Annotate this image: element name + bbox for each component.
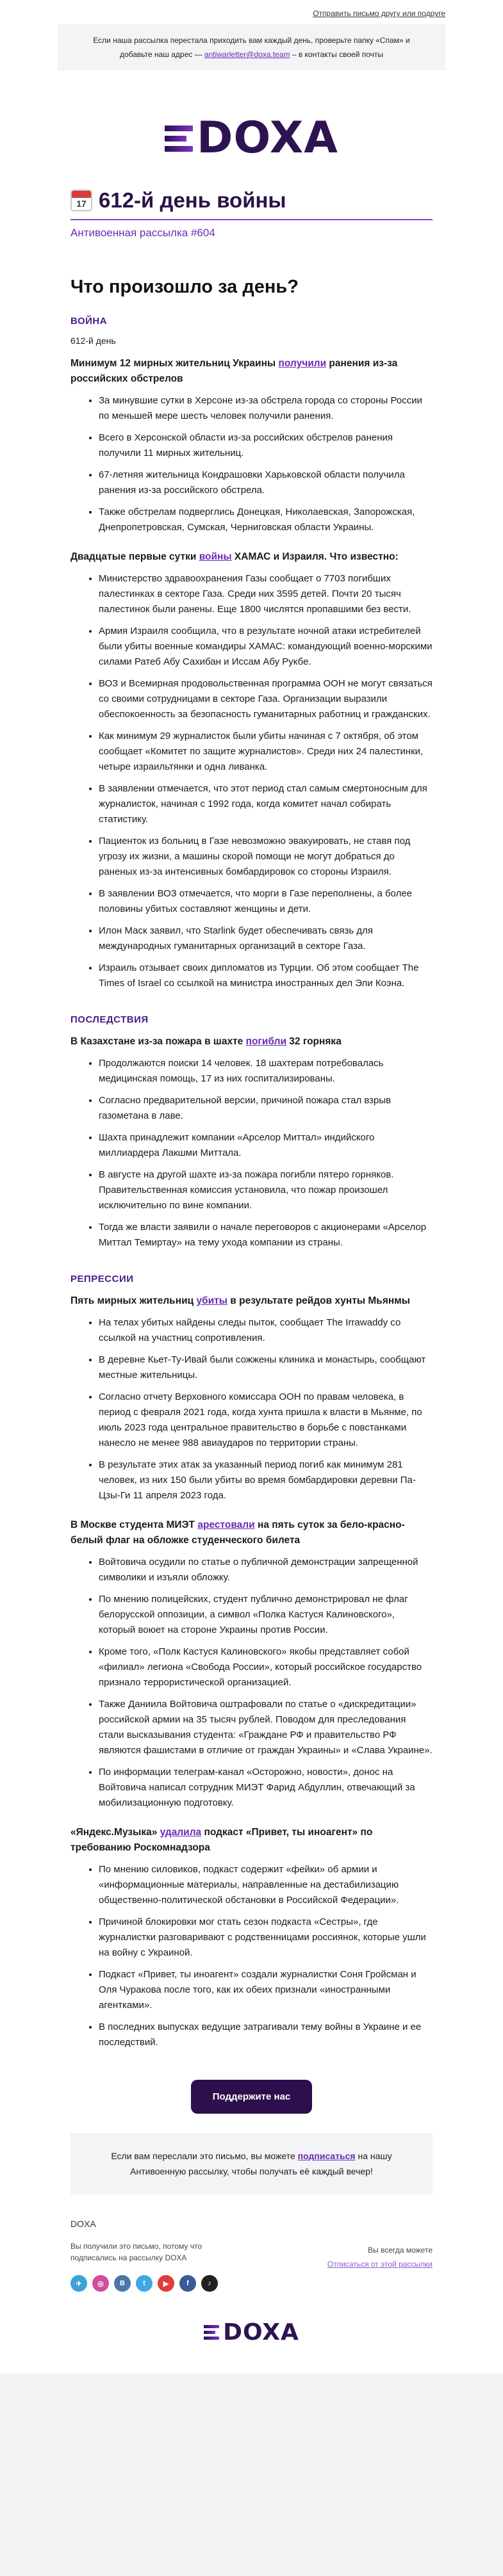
footer-right [327,2243,433,2271]
headline-text: ранения из-за российских обстрелов [70,358,398,384]
news-sections [70,316,433,2050]
list-item: • Всего в Херсонской области из-за российских обстрелов ранения получили 11 мирных жительниц. [99,430,433,461]
doxa-logo-mark-icon [165,126,193,152]
list-item: • В последних выпусках ведущие затрагивали тему войны в Украине и ее последствий. [99,2020,433,2050]
tiktok-icon[interactable]: ♪ [201,2275,218,2292]
news-headline [70,1825,433,1856]
issue-title [70,188,433,220]
list-item: • Пациенток из больниц в Газе невозможно эвакуировать, не ставя под угрозу их жизни, а машины скорой помощи не могут добраться до раненых из-за интенсивных бомбардировок со стороны Израиля. [99,834,433,880]
source-link[interactable]: погибли [245,1036,286,1047]
list-item: • Подкаст «Привет, ты иноагент» создали журналистки Соня Гройсман и Оля Чуракова после того, как их обеих признали «иностранными агентками». [99,1967,433,2013]
newsletter-content [0,188,503,2292]
cta-wrap [70,2080,433,2114]
news-list [99,1862,433,2050]
list-item: • Шахта принадлежит компании «Арселор Миттал» индийского миллиардера Лакшми Миттала. [99,1130,433,1161]
footer-row [70,2240,433,2292]
list-item: • Илон Маск заявил, что Starlink будет обеспечивать связь для международных гуманитарных организаций в секторе Газа. [99,923,433,954]
section-title: ПОСЛЕДСТВИЯ [70,1014,149,1025]
list-item: • Армия Израиля сообщила, что в результате ночной атаки истребителей были убиты военные командиры ХАМАС: командующий военно-морскими силами Ратеб Абу Сахибан и Иссам Абу Рукбе. [99,624,433,670]
headline-text: в результате рейдов хунты Мьянмы [227,1295,410,1306]
subscribe-link[interactable]: подписаться [297,2151,356,2161]
page-heading: Что произошло за день? [70,277,299,297]
source-link[interactable]: арестовали [197,1519,255,1530]
calendar-icon [70,190,92,211]
list-item: • Причиной блокировки мог стать сезон подкаста «Сестры», где журналистки разговаривают с родственницами россиянок, которые ушли на войну с Украиной. [99,1915,433,1961]
list-item: • Министерство здравоохранения Газы сообщает о 7703 погибших палестинках в секторе Газа. Среди них 3595 детей. Почти 20 тысяч палестинок были ранены. Еще 1800 числятся пропавшими без вести. [99,571,433,617]
headline-text: Двадцатые первые сутки [70,551,199,562]
unsubscribe-link[interactable]: Отписаться от этой рассылки [327,2260,433,2269]
footer-logo [0,2292,503,2374]
list-item: • По информации телеграм-канал «Осторожно, новости», донос на Войтовича написал сотрудник МИЭТ Фарид Абдуллин, отвечающий за мобилизационную подготовку. [99,1765,433,1811]
doxa-footer-logo-text: DOXA [223,2319,299,2345]
facebook-icon[interactable]: f [179,2275,196,2292]
notice-text-pre: Если наша рассылка перестала приходить вам каждый день, проверьте папку «Спам» и добавьте наш адрес — [93,36,410,59]
headline-text: ХАМАС и Израиля. Что известно: [231,551,399,562]
share-text-post: на нашу Антивоенную рассылку, чтобы получать её каждый вечер! [130,2151,392,2176]
doxa-logo-text: DOXA [197,113,338,163]
spam-notice [58,24,445,70]
news-headline [70,1518,433,1548]
news-headline [70,356,433,387]
source-link[interactable]: получили [278,358,327,369]
list-item: • Согласно предварительной версии, причиной пожара стал взрыв газометана в лаве. [99,1093,433,1124]
source-link[interactable]: войны [199,551,232,562]
list-item: • Тогда же власти заявили о начале переговоров с акционерами «Арселор Миттал Темиртау» на тему ухода компании из страны. [99,1220,433,1251]
footer-left [70,2240,237,2292]
list-item: • В деревне Кьет-Ту-Ивай были сожжены клиника и монастырь, сообщают местные жительницы. [99,1352,433,1383]
list-item: • Также обстрелам подверглись Донецкая, Николаевская, Запорожская, Днепропетровская, Сумская, Черниговская области Украины. [99,505,433,535]
doxa-footer-logo[interactable] [204,2321,299,2344]
list-item: • Продолжаются поиски 14 человек. 18 шахтерам потребовалась медицинская помощь, 17 из них госпитализированы. [99,1056,433,1087]
doxa-footer-logo-mark-icon [204,2325,219,2340]
headline-text: на пять суток за бело-красно-белый флаг на обложке студенческого билета [70,1519,405,1546]
twitter-icon[interactable]: t [136,2275,153,2292]
list-item: • В заявлении отмечается, что этот период стал самым смертоносным для журналисток, начиная с 1992 года, когда комитет начал собирать статистику. [99,781,433,827]
issue-subtitle: Антивоенная рассылка #604 [70,227,215,239]
instagram-icon[interactable]: ◎ [92,2275,109,2292]
notice-text-post: – в контакты своей почты [290,50,384,59]
headline-text: 32 горняка [286,1036,342,1047]
list-item: • Как минимум 29 журналисток были убиты начиная с 7 октября, об этом сообщает «Комитет по защите журналистов». Среди них 24 палестинки, четыре израильтянки и одна ливанка. [99,729,433,775]
section-title: ВОЙНА [70,316,108,327]
notice-email-link[interactable]: antiwarletter@doxa.team [204,50,290,59]
footer-brand: DOXA [70,2219,96,2229]
headline-text: Пять мирных жительниц [70,1295,197,1306]
news-headline [70,549,433,565]
list-item: • В заявлении ВОЗ отмечается, что морги в Газе переполнены, а более половины убитых составляют женщины и дети. [99,886,433,917]
footer-always-text: Вы всегда можете [368,2246,433,2255]
vk-icon[interactable]: В [114,2275,131,2292]
news-list [99,1555,433,1811]
news-headline [70,1034,433,1049]
list-item: • За минувшие сутки в Херсоне из-за обстрела города со стороны России по меньшей мере шесть человек получили ранения. [99,393,433,424]
header-logo [0,70,503,188]
headline-text: подкаст «Привет, ты иноагент» по требованию Роскомнадзора [70,1827,373,1853]
list-item: • ВОЗ и Всемирная продовольственная программа ООН не могут связаться со своими сотрудницами в секторе Газа. Организации выразили обеспокоенность за безопасность гуманитарных работниц и гражданских. [99,676,433,722]
list-item: • По мнению силовиков, подкаст содержит «фейки» об армии и «информационные материалы, направленные на дестабилизацию общественно-политической обстановки в Российской Федерации». [99,1862,433,1908]
list-item: • По мнению полицейских, студент публично демонстрировал не флаг белорусской оппозиции, а символ «Полка Кастуся Калиновского», который воюет на стороне Украины против России. [99,1592,433,1638]
telegram-icon[interactable]: ✈ [70,2275,87,2292]
list-item: • 67-летняя жительница Кондрашовки Харьковской области получила ранения из-за российского обстрела. [99,467,433,498]
list-item: • Израиль отзывает своих дипломатов из Турции. Об этом сообщает The Times of Israel со ссылкой на министра иностранных дел Эли Коэна. [99,960,433,991]
list-item: • Войтовича осудили по статье о публичной демонстрации запрещенной символики и изъяли обложку. [99,1555,433,1585]
youtube-icon[interactable]: ▶ [158,2275,174,2292]
section-date: 612-й день [70,336,116,346]
issue-title-text: 612-й день войны [99,188,286,212]
list-item: • Кроме того, «Полк Кастуся Калиновского» якобы представляет собой «филиал» легиона «Свобода России», который российское государство признало террористической организацией. [99,1644,433,1690]
source-link[interactable]: убиты [196,1295,227,1306]
footer-reason-text: Вы получили это письмо, потому что подписались на рассылку DOXA [70,2242,202,2262]
list-item: • Согласно отчету Верховного комиссара ООН по правам человека, в период с февраля 2021 года, когда хунта пришла к власти в Мьянме, по июль 2023 года центральное правительство в борьбе с повстанками нанесло не менее 988 авиаударов по территории страны. [99,1389,433,1451]
list-item: • В результате этих атак за указанный период погиб как минимум 281 человек, из них 150 были убиты во время бомбардировки деревни Па-Цзы-Ги 11 апреля 2023 года. [99,1457,433,1503]
headline-text: В Казахстане из-за пожара в шахте [70,1036,246,1047]
list-item: • На телах убитых найдены следы пыток, сообщает The Irrawaddy со ссылкой на участниц сопротивления. [99,1315,433,1346]
headline-text: «Яндекс.Музыка» [70,1827,160,1838]
subscribe-box [70,2133,433,2194]
list-item: • В августе на другой шахте из-за пожара погибли пятеро горняков. Правительственная комиссия установила, что пожар произошел исключительно по вине компании. [99,1167,433,1213]
forward-link-row [0,0,503,18]
share-text-pre: Если вам переслали это письмо, вы можете [111,2151,298,2161]
list-item: • Также Даниила Войтовича оштрафовали по статье о «дискредитации» российской армии на 35 тысяч рублей. Поводом для преследования стали высказывания студента: «Граждане РФ и правительство РФ являются фашистами в отличие от граждан Украины» и «Слава Украине». [99,1697,433,1758]
forward-to-friend-link[interactable]: Отправить письмо другу или подруге [313,9,445,18]
news-list [99,393,433,535]
news-headline [70,1293,433,1309]
source-link[interactable]: удалила [160,1827,202,1838]
headline-text: В Москве студента МИЭТ [70,1519,198,1530]
social-links [70,2275,237,2292]
headline-text: Минимум 12 мирных жительниц Украины [70,358,279,369]
news-list [99,1315,433,1503]
news-list [99,1056,433,1251]
section-title: РЕПРЕССИИ [70,1274,134,1284]
doxa-logo[interactable] [165,113,338,163]
support-us-button[interactable]: Поддержите нас [191,2080,313,2114]
news-list [99,571,433,991]
